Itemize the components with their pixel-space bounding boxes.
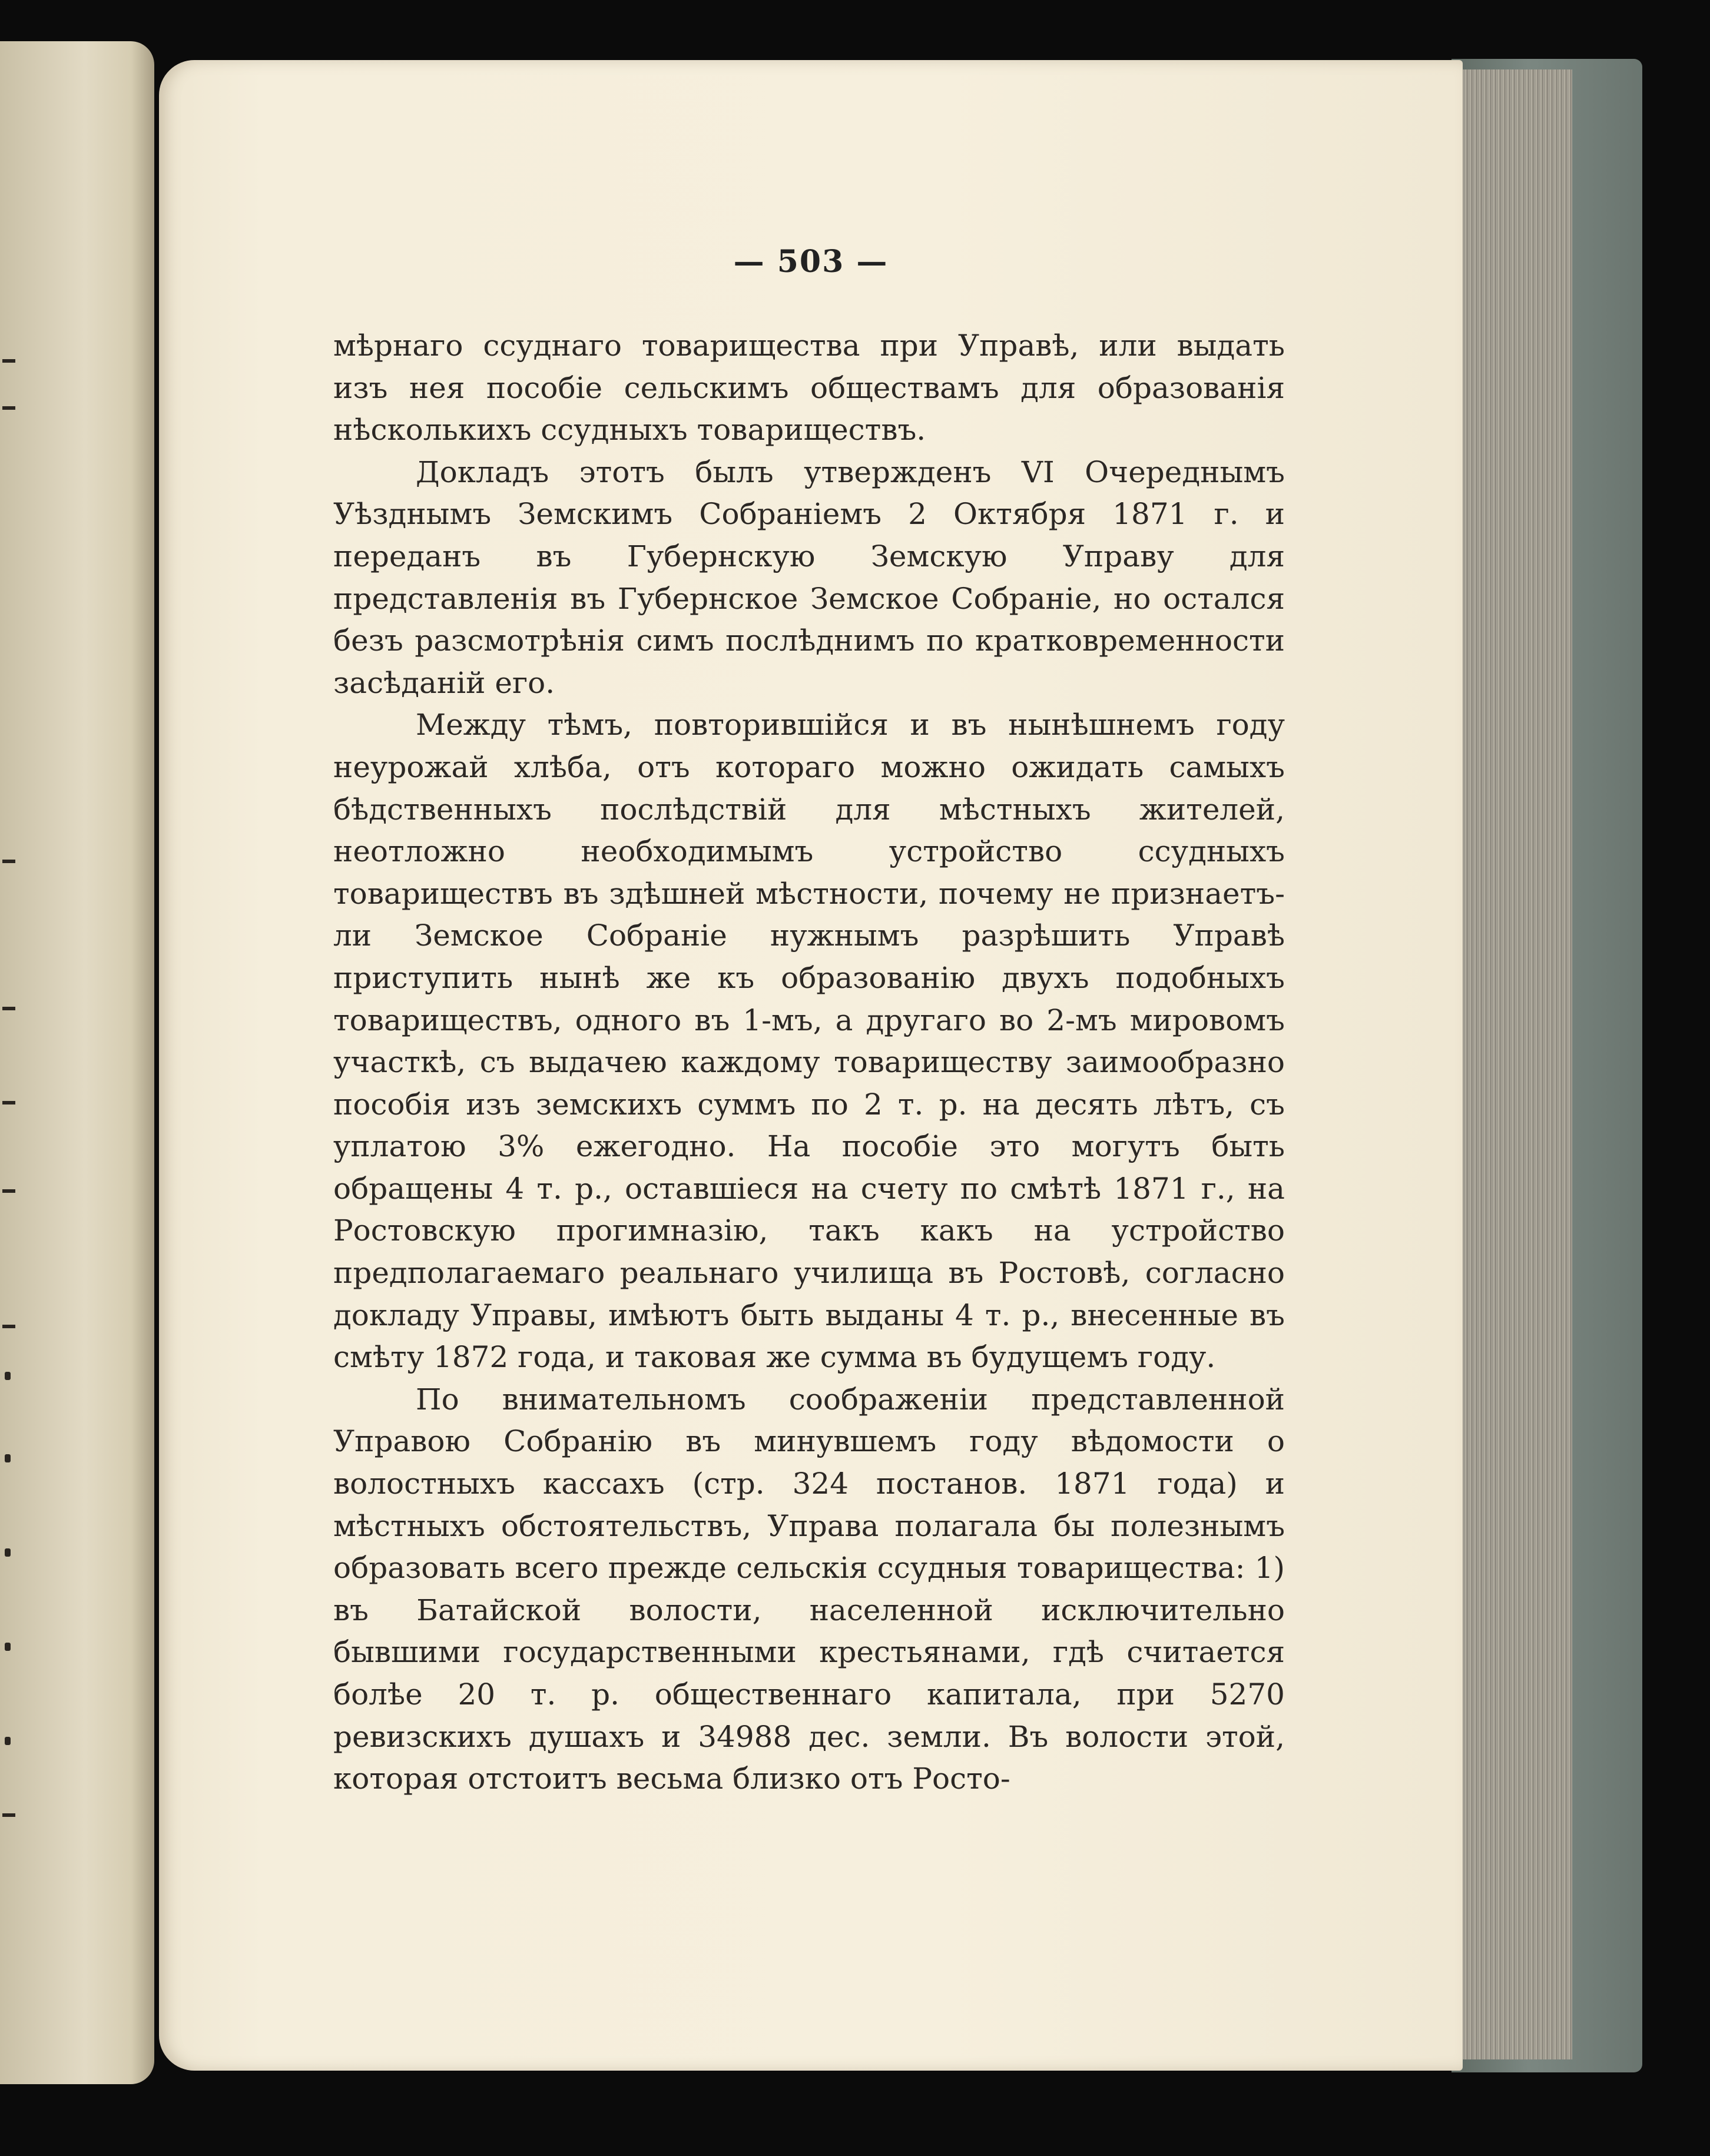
paragraph: мѣрнаго ссуднаго товарищества при Управѣ, или выдать изъ нея пособіе сельскимъ обществамъ для образованія нѣсколькихъ ссудныхъ товариществъ. bbox=[333, 329, 1285, 447]
page-stack-edge bbox=[1454, 69, 1572, 2059]
left-page-edge bbox=[0, 41, 154, 2084]
margin-mark bbox=[2, 1101, 15, 1104]
margin-mark bbox=[5, 1643, 11, 1651]
page-number: — 503 — bbox=[733, 244, 889, 280]
margin-mark bbox=[2, 860, 15, 863]
book-page bbox=[159, 60, 1463, 2071]
margin-mark bbox=[2, 1325, 15, 1328]
margin-mark bbox=[2, 406, 15, 410]
paragraph: Между тѣмъ, повторившійся и въ нынѣшнемъ году неурожай хлѣба, отъ котораго можно ожидать самыхъ бѣдственныхъ послѣдствій для мѣстныхъ жителей, неотложно необходимымъ устройство ссудныхъ товариществъ въ здѣшней мѣстности, почему не признаетъ-ли Земское Собраніе нужнымъ разрѣшить Управѣ приступить нынѣ же къ образованію двухъ подобныхъ товариществъ, одного въ 1-мъ, а другаго во 2-мъ мировомъ участкѣ, съ выдачею каждому товариществу заимообразно пособія изъ земскихъ суммъ по 2 т. р. на десять лѣтъ, съ уплатою 3% ежегодно. На пособіе это могутъ быть обращены 4 т. р., оставшіеся на счету по смѣтѣ 1871 г., на Ростовскую прогимназію, такъ какъ на устройство предполагаемаго реальнаго училища въ Ростовѣ, согласно докладу Управы, имѣютъ быть выданы 4 т. р., внесенные въ смѣту 1872 года, и таковая же сумма въ будущемъ году. bbox=[333, 708, 1285, 1375]
margin-mark bbox=[2, 1813, 15, 1817]
margin-mark bbox=[5, 1372, 11, 1380]
margin-mark bbox=[5, 1548, 11, 1557]
left-page-margin-marks bbox=[2, 41, 26, 2084]
body-text bbox=[333, 325, 1285, 1800]
paragraph: Докладъ этотъ былъ утвержденъ VI Очереднымъ Уѣзднымъ Земскимъ Собраніемъ 2 Октября 1871 г. и переданъ въ Губернскую Земскую Управу для представленія въ Губернское Земское Собраніе, но остался безъ разсмотрѣнія симъ послѣднимъ по кратковременности засѣданій его. bbox=[333, 455, 1285, 700]
margin-mark bbox=[5, 1737, 11, 1745]
paragraph: По внимательномъ соображеніи представленной Управою Собранію въ минувшемъ году вѣдомости о волостныхъ кассахъ (стр. 324 постанов. 1871 года) и мѣстныхъ обстоятельствъ, Управа полагала бы полезнымъ образовать всего прежде сельскія ссудныя товарищества: 1) въ Батайской волости, населенной исключительно бывшими государственными крестьянами, гдѣ считается болѣе 20 т. р. общественнаго капитала, при 5270 ревизскихъ душахъ и 34988 дес. земли. Въ волости этой, которая отстоитъ весьма близко отъ Росто- bbox=[333, 1382, 1285, 1796]
margin-mark bbox=[2, 359, 15, 363]
margin-mark bbox=[5, 1454, 11, 1462]
margin-mark bbox=[2, 1007, 15, 1010]
margin-mark bbox=[2, 1189, 15, 1193]
